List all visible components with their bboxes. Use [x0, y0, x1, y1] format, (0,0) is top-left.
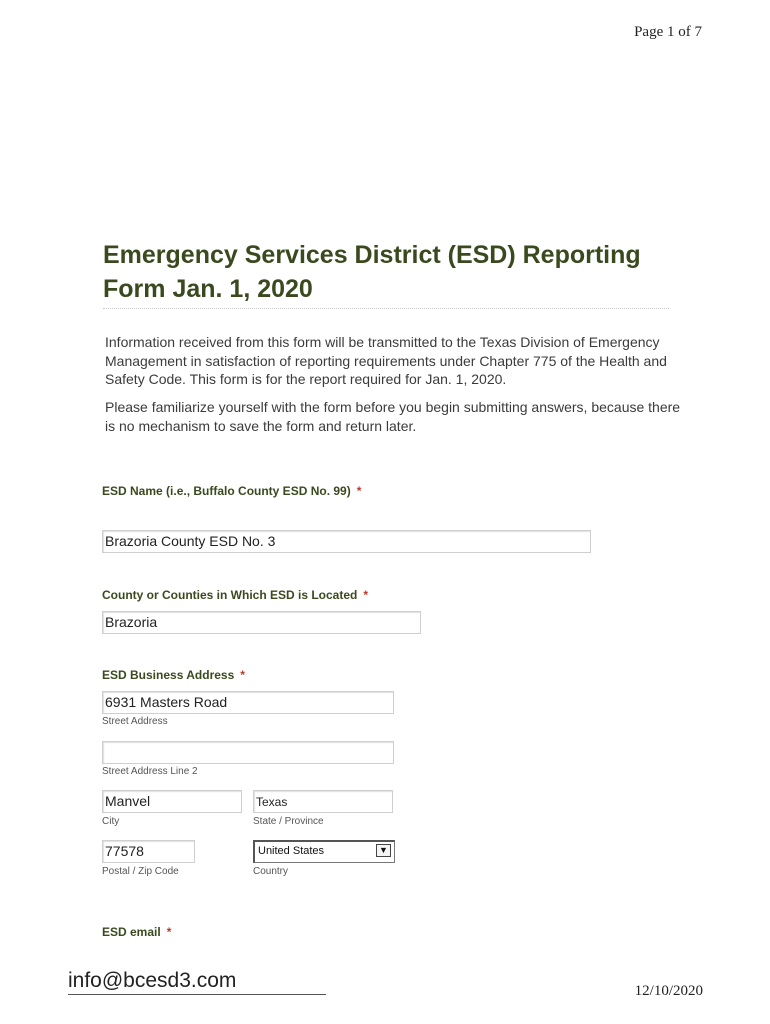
county-label: [102, 588, 368, 602]
required-marker: *: [166, 925, 172, 939]
city-label: City: [102, 816, 120, 827]
page-number: Page 1 of 7: [634, 24, 702, 40]
address-label: [102, 668, 245, 682]
address-label-text: ESD Business Address: [102, 668, 235, 682]
email-input[interactable]: info@bcesd3.com: [68, 969, 326, 995]
footer-date: 12/10/2020: [634, 983, 703, 999]
required-marker: *: [240, 668, 245, 682]
street-address-input[interactable]: 6931 Masters Road: [102, 691, 394, 714]
esd-name-input[interactable]: Brazoria County ESD No. 3: [102, 530, 591, 553]
street-address-label: Street Address: [102, 716, 168, 727]
required-marker: *: [363, 588, 369, 602]
country-select[interactable]: [253, 840, 395, 863]
county-input[interactable]: Brazoria: [102, 611, 421, 634]
esd-name-label-text: ESD Name (i.e., Buffalo County ESD No. 99): [102, 484, 351, 498]
zip-label: Postal / Zip Code: [102, 866, 179, 877]
street-address-line2-input[interactable]: [102, 741, 394, 764]
street-address-line2-label: Street Address Line 2: [102, 766, 198, 777]
country-select-value: United States: [258, 845, 325, 857]
intro-warning-paragraph: Please familiarize yourself with the form before you begin submitting answers, because there is no mechanism to save the form and return later.: [105, 399, 681, 434]
county-label-text: County or Counties in Which ESD is Located: [102, 588, 358, 602]
chevron-down-icon[interactable]: ▼: [376, 844, 391, 857]
state-input[interactable]: Texas: [253, 790, 393, 813]
esd-name-label: [102, 484, 361, 498]
email-label-text: ESD email: [102, 925, 161, 939]
required-marker: *: [356, 484, 362, 498]
intro-paragraph: Information received from this form will be transmitted to the Texas Division of Emergency Management in satisfaction of reporting requirements under Chapter 775 of the Health and Safety Code. This form is for the report required for Jan. 1, 2020.: [105, 334, 667, 387]
city-input[interactable]: Manvel: [102, 790, 242, 813]
email-label: [102, 925, 171, 939]
country-label: Country: [253, 866, 289, 877]
state-label: State / Province: [253, 816, 324, 827]
form-title: Emergency Services District (ESD) Reporting Form Jan. 1, 2020: [103, 238, 669, 309]
zip-input[interactable]: 77578: [102, 840, 195, 863]
